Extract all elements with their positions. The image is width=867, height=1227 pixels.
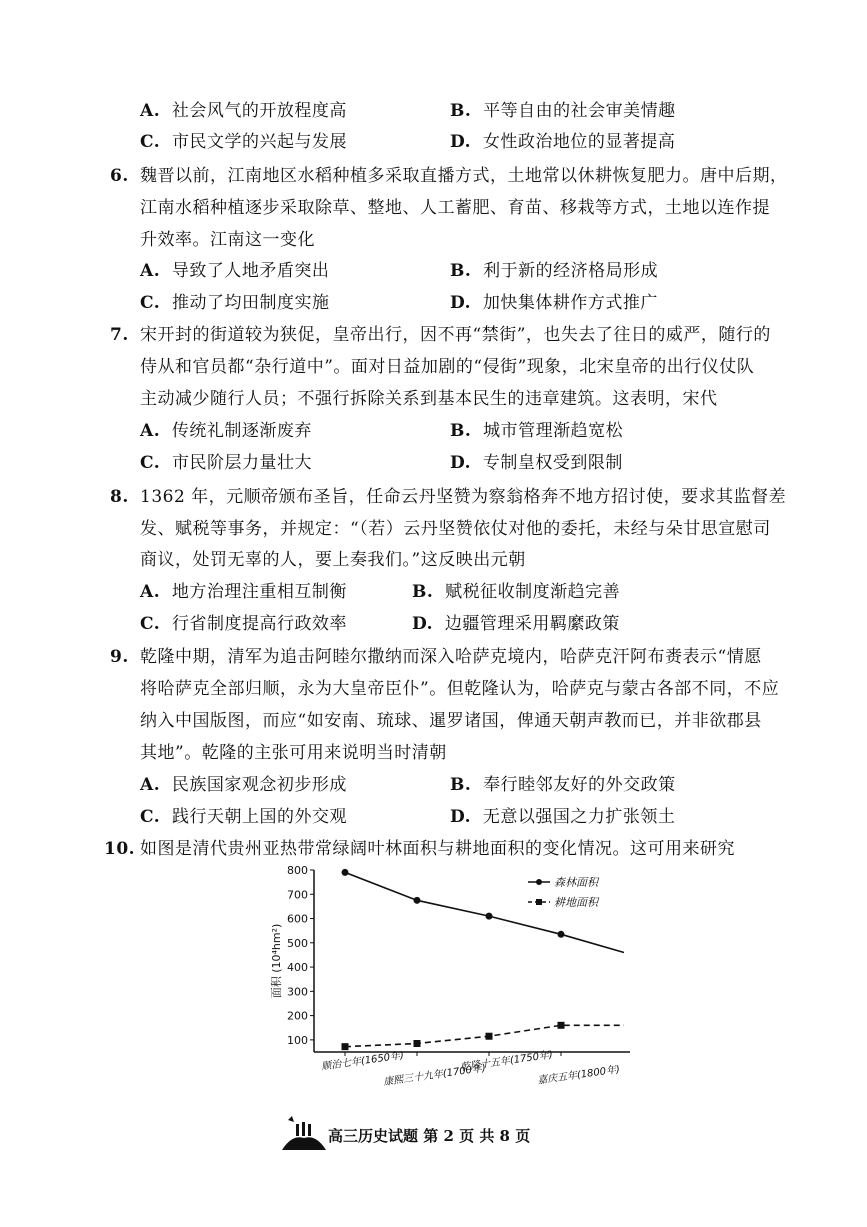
data-point-farmland (486, 1033, 493, 1040)
option-label: C. (140, 132, 161, 152)
chart-legend (528, 876, 600, 909)
q7-option-d (450, 452, 623, 474)
option-text: 社会风气的开放程度高 (171, 101, 347, 121)
q10-number: 10. (104, 839, 136, 859)
q8-option-a (140, 581, 347, 603)
option-text: 市民文学的兴起与发展 (171, 132, 347, 152)
data-point-farmland (342, 1043, 349, 1050)
option-label: A. (140, 421, 161, 441)
q6-stem-line: 升效率。江南这一变化 (140, 230, 315, 250)
option-text: 地方治理注重相互制衡 (171, 582, 347, 602)
q9-option-c (140, 806, 347, 828)
option-label: D. (450, 132, 472, 152)
option-text: 践行天朝上国的外交观 (171, 807, 347, 827)
q9-stem-line: 纳入中国版图，而应“如安南、琉球、暹罗诸国，俾通天朝声教而已，并非欲郡县 (140, 711, 762, 731)
option-text: 无意以强国之力扩张领土 (482, 807, 676, 827)
option-text: 民族国家观念初步形成 (171, 775, 347, 795)
option-label: C. (140, 614, 161, 634)
option-label: D. (412, 614, 434, 634)
page-footer: 高三历史试题 第 2 页 共 8 页 (328, 1127, 531, 1145)
q8-option-b (412, 581, 620, 603)
option-label: A. (140, 101, 161, 121)
legend-marker-circle (536, 879, 542, 885)
q7-number: 7. (110, 325, 129, 345)
q7-option-a (140, 420, 312, 442)
option-label: C. (140, 293, 161, 313)
q6-option-d (450, 292, 658, 314)
option-label: B. (450, 775, 472, 795)
legend-marker-square (536, 899, 542, 905)
y-tick-label: 500 (287, 936, 308, 950)
q9-number: 9. (110, 647, 129, 667)
q7-stem-line: 主动减少随行人员；不强行拆除关系到基本民生的违章建筑。这表明，宋代 (140, 389, 718, 409)
x-tick-label: 乾隆十五年(1750年) (459, 1049, 554, 1074)
option-text: 推动了均田制度实施 (171, 293, 330, 313)
q6-option-a (140, 260, 329, 282)
q8-stem-line: 1362 年，元顺帝颁布圣旨，任命云丹坚赞为察翁格奔不地方招讨使，要求其监督差 (140, 487, 787, 507)
option-text: 导致了人地矛盾突出 (171, 261, 330, 281)
option-text: 行省制度提高行政效率 (171, 614, 347, 634)
q6-number: 6. (110, 166, 129, 186)
option-text: 平等自由的社会审美情趣 (483, 101, 676, 121)
series-line-farmland (345, 1025, 624, 1046)
q7-option-b (450, 420, 623, 442)
option-label: B. (412, 582, 434, 602)
legend-label: 森林面积 (554, 876, 598, 889)
option-label: D. (450, 293, 472, 313)
option-text: 加快集体耕作方式推广 (482, 293, 658, 313)
q9-option-d (450, 806, 675, 828)
option-label: B. (450, 261, 472, 281)
option-text: 专制皇权受到限制 (482, 453, 623, 473)
y-tick-label: 400 (287, 961, 308, 975)
option-text: 女性政治地位的显著提高 (482, 132, 676, 152)
data-point-forest (558, 931, 565, 938)
q9-option-a (140, 774, 347, 796)
y-tick-label: 600 (287, 912, 308, 926)
chart-x-ticks (321, 1049, 621, 1089)
q10-stem-line: 如图是清代贵州亚热带常绿阔叶林面积与耕地面积的变化情况。这可用来研究 (140, 839, 735, 859)
q8-stem-line: 商议，处罚无辜的人，要上奏我们。”这反映出元朝 (140, 550, 526, 570)
y-tick-label: 100 (287, 1033, 308, 1047)
option-label: D. (450, 453, 472, 473)
q6-option-c (140, 292, 329, 314)
option-text: 市民阶层力量壮大 (171, 453, 312, 473)
option-label: A. (140, 261, 161, 281)
option-text: 传统礼制逐渐废弃 (171, 421, 312, 441)
q9-stem-line: 将哈萨克全部归顺，永为大皇帝臣仆”。但乾隆认为，哈萨克与蒙古各部不同，不应 (140, 679, 780, 699)
q9-option-b (450, 774, 676, 796)
q5-option-d (450, 131, 675, 153)
option-text: 奉行睦邻友好的外交政策 (483, 775, 676, 795)
legend-label: 耕地面积 (554, 896, 598, 909)
y-tick-label: 700 (287, 888, 308, 902)
x-tick-label: 康熙三十九年(1700年) (382, 1062, 487, 1089)
y-tick-label: 300 (287, 985, 308, 999)
q5-option-a (140, 100, 347, 122)
y-tick-label: 200 (287, 1009, 308, 1023)
q7-stem-line: 侍从和官员都“杂行道中”。面对日益加剧的“侵街”现象，北宋皇帝的出行仪仗队 (140, 357, 755, 377)
option-label: A. (140, 775, 161, 795)
option-label: C. (140, 807, 161, 827)
q6-stem-line: 魏晋以前，江南地区水稻种植多采取直播方式，土地常以休耕恢复肥力。唐中后期， (140, 166, 788, 186)
forest-farmland-chart (270, 862, 650, 1102)
option-label: D. (450, 807, 472, 827)
option-text: 边疆管理采用羁縻政策 (444, 614, 620, 634)
q7-option-c (140, 452, 312, 474)
data-point-forest (342, 869, 349, 876)
q9-stem-line: 其地”。乾隆的主张可用来说明当时清朝 (140, 743, 447, 763)
option-text: 赋税征收制度渐趋完善 (445, 582, 621, 602)
q8-stem-line: 发、赋税等事务，并规定：“（若）云丹坚赞依仗对他的委托，未经与朵甘思宣慰司 (140, 519, 771, 539)
q8-option-c (140, 613, 347, 635)
chart-y-axis-label: 面积 (10⁴hm²) (270, 923, 283, 999)
publisher-logo-icon (282, 1116, 326, 1150)
q6-option-b (450, 260, 658, 282)
q7-stem-line: 宋开封的街道较为狭促，皇帝出行，因不再“禁街”，也失去了往日的威严，随行的 (140, 325, 771, 345)
q5-option-b (450, 100, 676, 122)
x-tick-label: 嘉庆五年(1800年) (536, 1064, 621, 1087)
q9-stem-line: 乾隆中期，清军为追击阿睦尔撒纳而深入哈萨克境内，哈萨克汗阿布赉表示“情愿 (140, 647, 762, 667)
q8-option-d (412, 613, 620, 635)
q8-number: 8. (110, 487, 129, 507)
data-point-farmland (414, 1040, 421, 1047)
option-label: C. (140, 453, 161, 473)
option-label: B. (450, 101, 472, 121)
data-point-forest (414, 897, 421, 904)
option-label: B. (450, 421, 472, 441)
q6-stem-line: 江南水稻种植逐步采取除草、整地、人工蓄肥、育苗、移栽等方式，土地以连作提 (140, 198, 770, 218)
option-text: 城市管理渐趋宽松 (483, 421, 624, 441)
x-tick-label: 顺治七年(1650年) (320, 1050, 405, 1073)
q5-option-c (140, 131, 347, 153)
data-point-farmland (558, 1022, 565, 1029)
chart-y-ticks (287, 864, 314, 1047)
option-text: 利于新的经济格局形成 (483, 261, 659, 281)
option-label: A. (140, 582, 161, 602)
y-tick-label: 800 (287, 864, 308, 877)
data-point-forest (486, 913, 493, 920)
